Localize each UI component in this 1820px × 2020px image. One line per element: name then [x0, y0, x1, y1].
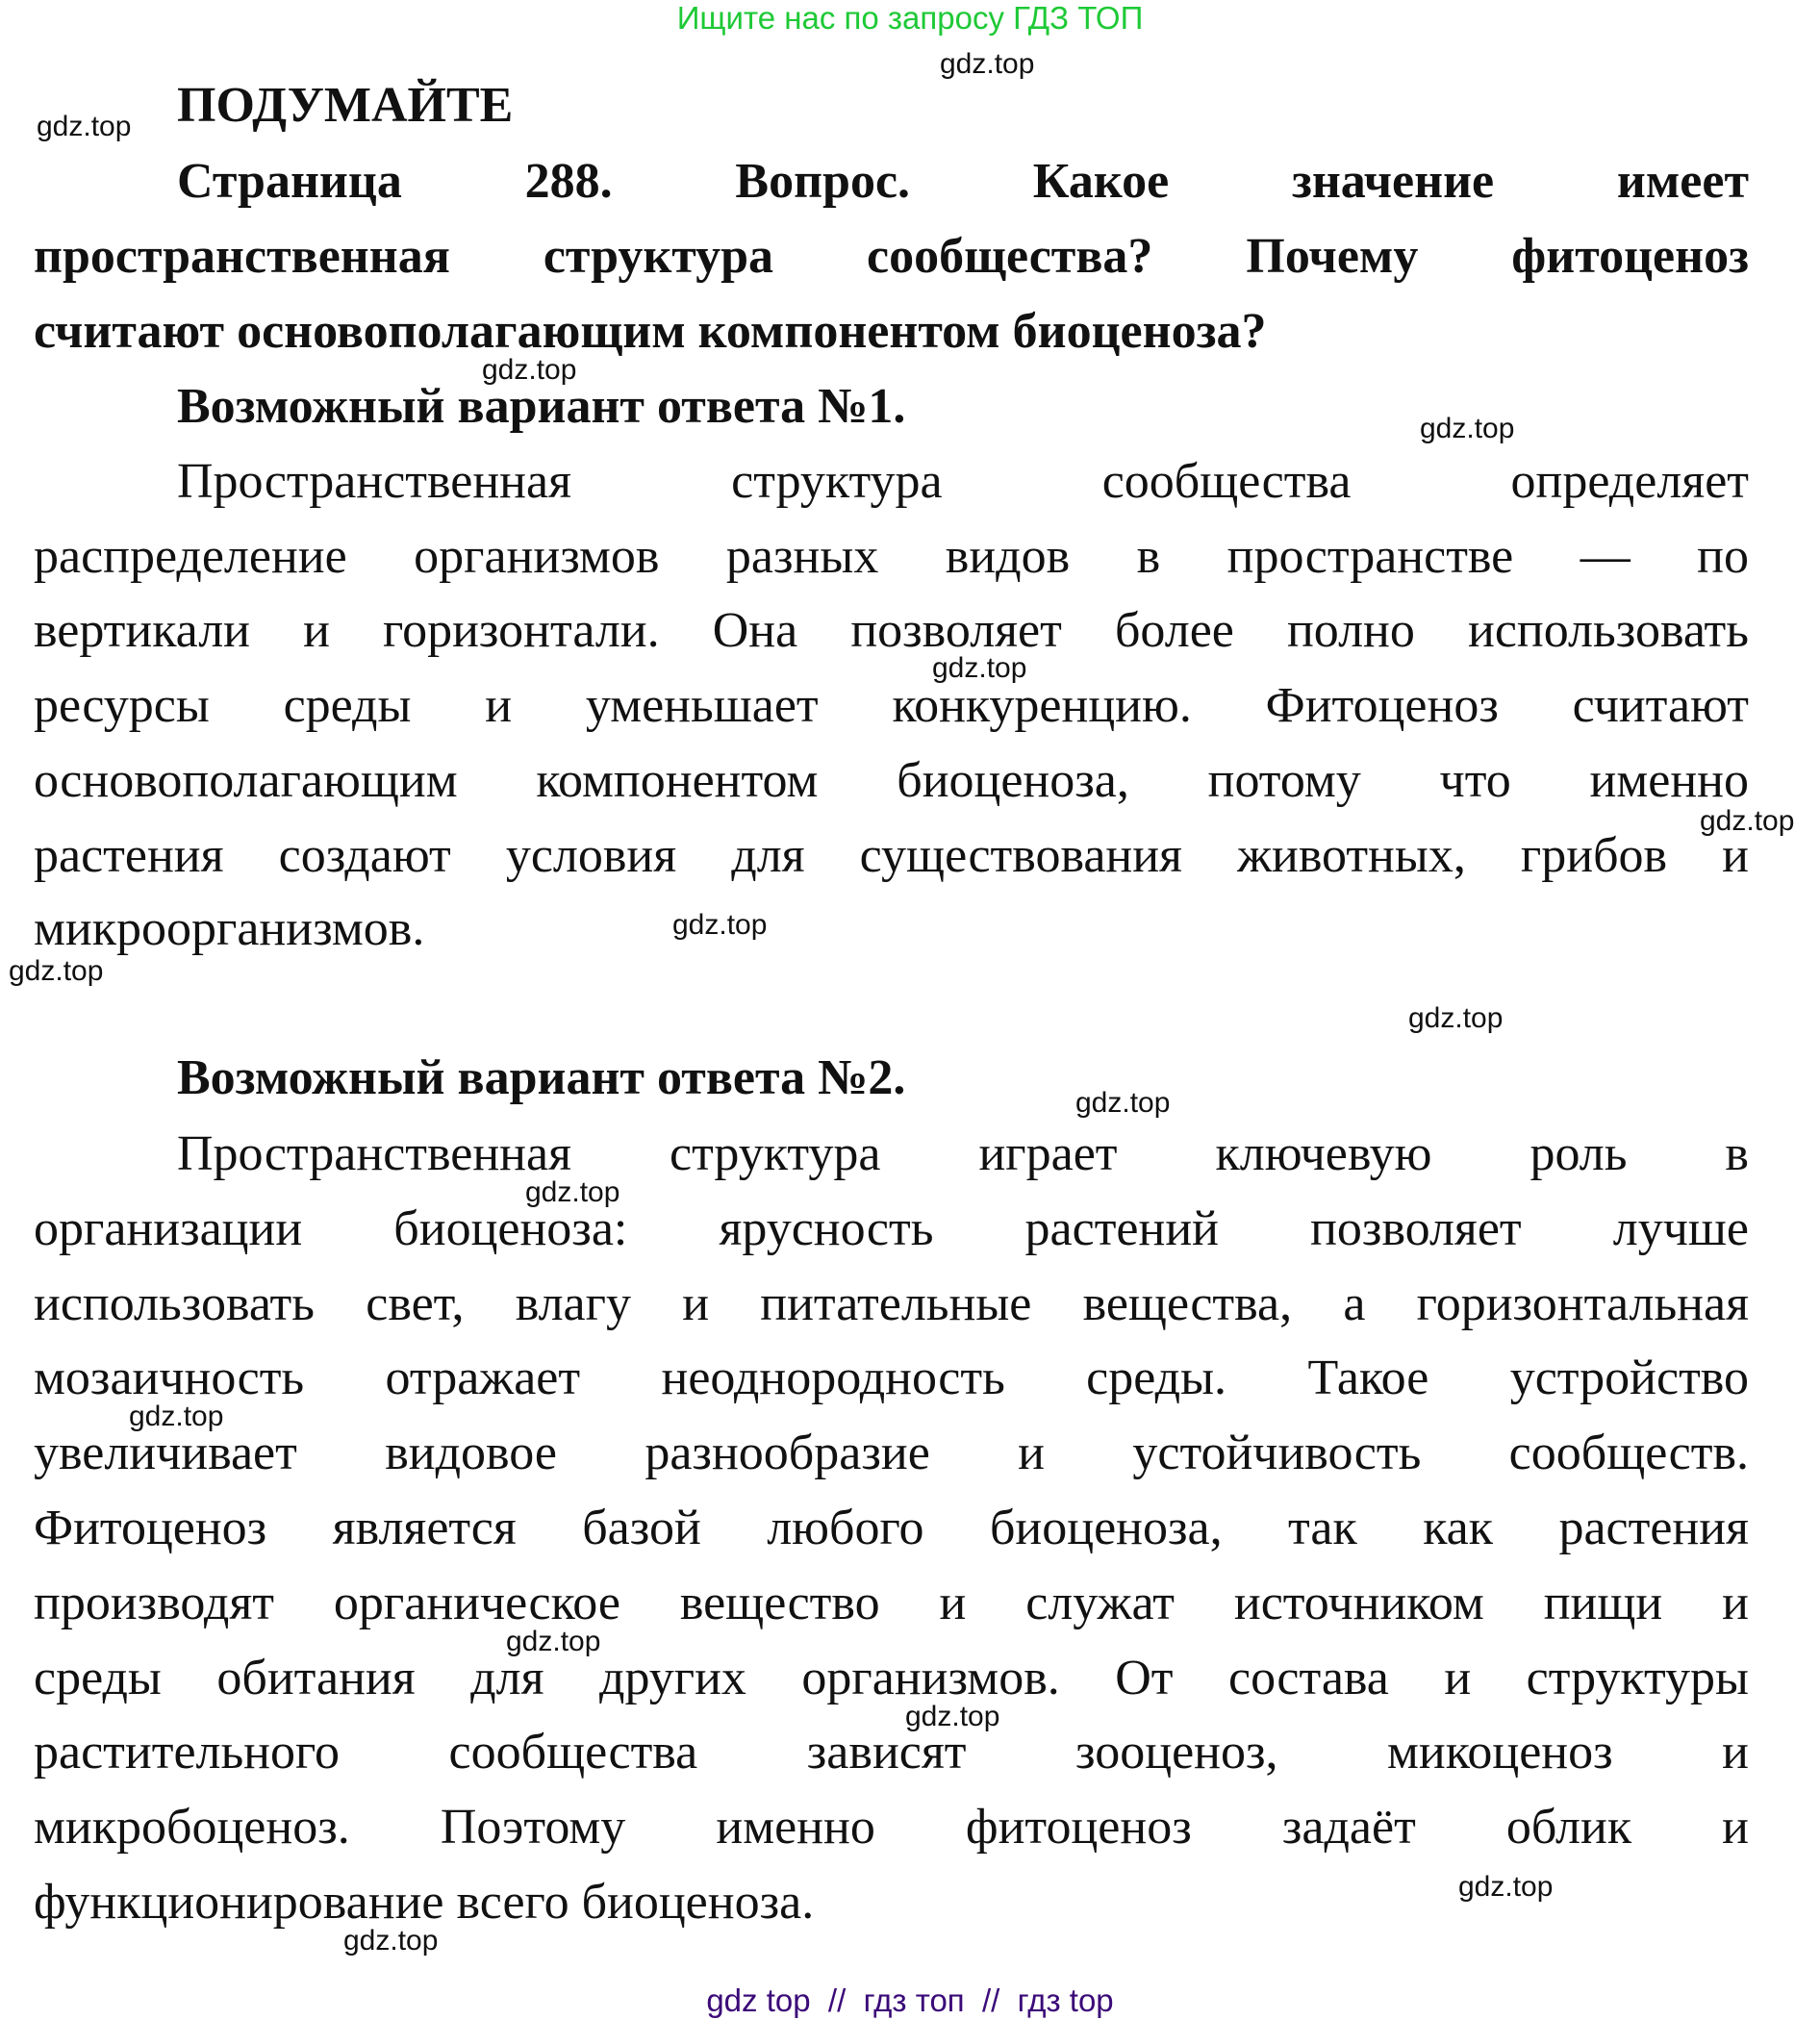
answer1-line: растения создают условия для существования животных, грибов и	[34, 828, 1749, 883]
watermark: gdz.top	[9, 955, 104, 987]
answer2-line: организации биоценоза: ярусность растений позволяет лучше	[34, 1201, 1749, 1256]
answer1-line: Пространственная структура сообщества определяет	[177, 454, 1749, 509]
watermark: gdz.top	[1700, 805, 1795, 837]
answer2-line: использовать свет, влагу и питательные вещества, а горизонтальная	[34, 1276, 1749, 1331]
footer-links: gdz top // гдз топ // гдз top	[706, 1982, 1114, 2018]
watermark: gdz.top	[343, 1925, 439, 1957]
watermark: gdz.top	[1458, 1871, 1554, 1903]
question-line: Страница 288. Вопрос. Какое значение имеет	[177, 154, 1749, 209]
answer2-heading: Возможный вариант ответа №2.	[177, 1050, 906, 1105]
watermark: gdz.top	[129, 1401, 224, 1432]
watermark: gdz.top	[1408, 1002, 1504, 1034]
answer1-line: вертикали и горизонтали. Она позволяет более полно использовать	[34, 603, 1749, 658]
watermark: gdz.top	[525, 1176, 620, 1208]
answer1-line: микроорганизмов.	[34, 901, 425, 956]
question-line: считают основополагающим компонентом биоценоза?	[34, 304, 1267, 359]
page-title: ПОДУМАЙТЕ	[177, 78, 514, 133]
answer2-line: растительного сообщества зависят зооценоз, микоценоз и	[34, 1725, 1749, 1780]
answer2-line: среды обитания для других организмов. От состава и структуры	[34, 1651, 1749, 1705]
watermark: gdz.top	[37, 111, 132, 142]
answer1-line: основополагающим компонентом биоценоза, потому что именно	[34, 753, 1749, 808]
answer2-line: микробоценоз. Поэтому именно фитоценоз задаёт облик и	[34, 1800, 1749, 1855]
watermark: gdz.top	[506, 1626, 601, 1657]
answer2-line: увеличивает видовое разнообразие и устойчивость сообществ.	[34, 1426, 1749, 1480]
answer1-heading: Возможный вариант ответа №1.	[177, 379, 906, 434]
watermark: gdz.top	[482, 354, 577, 386]
answer2-line: Фитоценоз является базой любого биоценоза, так как растения	[34, 1501, 1749, 1555]
answer2-line: мозаичность отражает неоднородность среды. Такое устройство	[34, 1351, 1749, 1405]
watermark: gdz.top	[672, 909, 768, 941]
answer2-line: функционирование всего биоценоза.	[34, 1875, 815, 1930]
answer1-line: ресурсы среды и уменьшает конкуренцию. Фитоценоз считают	[34, 678, 1749, 733]
watermark: gdz.top	[1420, 413, 1515, 444]
watermark: gdz.top	[932, 652, 1027, 684]
search-banner: Ищите нас по запросу ГДЗ ТОП	[676, 0, 1144, 36]
watermark: gdz.top	[905, 1701, 1000, 1732]
answer2-line: производят органическое вещество и служат источником пищи и	[34, 1576, 1749, 1630]
answer1-line: распределение организмов разных видов в пространстве — по	[34, 529, 1749, 584]
question-line: пространственная структура сообщества? Почему фитоценоз	[34, 229, 1749, 284]
answer2-line: Пространственная структура играет ключевую роль в	[177, 1126, 1749, 1181]
watermark: gdz.top	[1075, 1087, 1171, 1119]
watermark: gdz.top	[940, 48, 1035, 80]
